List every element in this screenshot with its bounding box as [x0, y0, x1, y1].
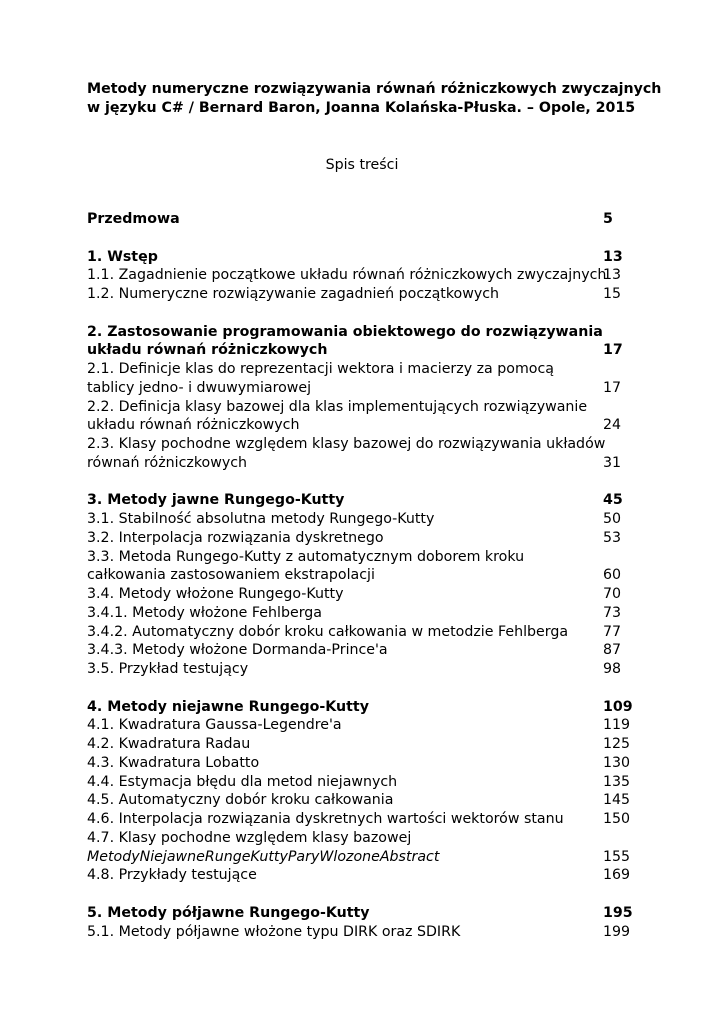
toc-entry-title: układu równań różniczkowych — [87, 417, 300, 434]
toc-entry — [87, 360, 633, 379]
toc-entry-page: 77 — [603, 623, 622, 640]
toc-entry — [87, 341, 633, 360]
toc-entry — [87, 510, 633, 529]
toc-entry-page: 13 — [603, 267, 622, 284]
toc-entry-page: 24 — [603, 417, 622, 434]
toc-entry-title: 3.1. Stabilność absolutna metody Rungego-Kutty — [87, 511, 435, 527]
toc-entry-title: 5. Metody półjawne Rungego-Kutty — [87, 904, 370, 921]
toc-entry — [87, 529, 633, 548]
toc-entry-title: 3.4. Metody włożone Rungego-Kutty — [87, 586, 344, 602]
toc-entry-title: 2. Zastosowanie programowania obiektowego do rozwiązywania — [87, 323, 603, 340]
toc-entry-page: 70 — [603, 586, 622, 602]
toc-entry — [87, 773, 633, 792]
toc-entry-page: 150 — [603, 811, 631, 827]
toc-entry-page: 145 — [603, 792, 631, 809]
toc-entry — [87, 323, 633, 342]
toc-entry-title: 3. Metody jawne Rungego-Kutty — [87, 492, 345, 509]
toc-entry-title: 4.3. Kwadratura Lobatto — [87, 754, 260, 771]
toc-entry — [87, 791, 633, 810]
toc-entry-title: 4. Metody niejawne Rungego-Kutty — [87, 698, 369, 715]
toc-entry-page: 15 — [603, 286, 622, 302]
toc-entry — [87, 210, 633, 229]
toc-entry-title: tablicy jedno- i dwuwymiarowej — [87, 379, 312, 396]
toc-entry-page: 98 — [603, 661, 622, 677]
toc-entry — [87, 454, 633, 473]
toc-entry — [87, 379, 633, 398]
toc-entry — [87, 735, 633, 754]
toc-entry-title: 1.2. Numeryczne rozwiązywanie zagadnień początkowych — [87, 286, 500, 302]
toc-entry-title: równań różniczkowych — [87, 454, 248, 471]
toc-entry-page: 53 — [603, 529, 622, 546]
toc-entry — [87, 904, 633, 923]
toc-entry-page: 17 — [603, 379, 622, 396]
toc-entry-page: 135 — [603, 773, 631, 790]
toc-entry-title: 1. Wstęp — [87, 248, 158, 265]
toc-entry-title: 4.5. Automatyczny dobór kroku całkowania — [87, 792, 394, 809]
toc-entry — [87, 848, 633, 867]
header-line-1: Metody numeryczne rozwiązywania równań różniczkowych zwyczajnych — [87, 81, 662, 97]
toc-entry-page: 5 — [603, 211, 613, 227]
toc-entry-page: 17 — [603, 342, 623, 359]
toc-entry-title: 4.8. Przykłady testujące — [87, 867, 257, 884]
table-of-contents — [87, 210, 633, 941]
toc-entry — [87, 585, 633, 604]
toc-entry — [87, 716, 633, 735]
toc-entry-title: 4.6. Interpolacja rozwiązania dyskretnych wartości wektorów stanu — [87, 811, 564, 827]
toc-entry-title: 1.1. Zagadnienie początkowe układu równań różniczkowych zwyczajnych — [87, 267, 607, 284]
toc-entry-page: 125 — [603, 736, 631, 752]
toc-entry — [87, 566, 633, 585]
toc-entry-title: 3.5. Przykład testujący — [87, 661, 249, 677]
toc-entry — [87, 491, 633, 510]
toc-entry-page: 195 — [603, 904, 633, 921]
toc-entry-title: MetodyNiejawneRungeKuttyParyWlozoneAbstract — [87, 848, 440, 865]
toc-entry-title: 2.3. Klasy pochodne względem klasy bazowej do rozwiązywania układów — [87, 436, 606, 452]
toc-entry — [87, 866, 633, 885]
toc-entry — [87, 810, 633, 829]
toc-entry-page: 73 — [603, 604, 622, 621]
toc-entry-title: układu równań różniczkowych — [87, 342, 328, 359]
toc-entry-title: 2.1. Definicje klas do reprezentacji wektora i macierzy za pomocą — [87, 361, 554, 377]
toc-entry-title: 3.4.3. Metody włożone Dormanda-Prince'a — [87, 642, 388, 659]
toc-entry-title: 3.4.2. Automatyczny dobór kroku całkowania w metodzie Fehlberga — [87, 623, 569, 640]
toc-entry — [87, 416, 633, 435]
toc-entry-page: 109 — [603, 698, 633, 715]
header-line-2: w języku C# / Bernard Baron, Joanna Kolańska-Płuska. – Opole, 2015 — [87, 100, 636, 116]
toc-entry-title: 4.4. Estymacja błędu dla metod niejawnych — [87, 773, 398, 790]
toc-entry-title: 4.2. Kwadratura Radau — [87, 736, 251, 752]
toc-entry-title: 5.1. Metody półjawne włożone typu DIRK oraz SDIRK — [87, 923, 461, 940]
toc-entry-title: 4.7. Klasy pochodne względem klasy bazowej — [87, 829, 412, 846]
toc-entry-title: 2.2. Definicja klasy bazowej dla klas implementujących rozwiązywanie — [87, 398, 588, 415]
toc-entry-title: 4.1. Kwadratura Gaussa-Legendre'a — [87, 717, 342, 734]
toc-title: Spis treści — [325, 157, 399, 173]
toc-entry-page: 155 — [603, 848, 631, 865]
toc-entry — [87, 923, 633, 942]
bibliographic-header — [87, 80, 662, 118]
toc-entry-page: 169 — [603, 867, 631, 884]
toc-entry — [87, 548, 633, 567]
toc-entry-title: Przedmowa — [87, 211, 180, 227]
toc-entry-title: całkowania zastosowaniem ekstrapolacji — [87, 567, 375, 584]
toc-entry — [87, 248, 633, 267]
toc-entry-page: 199 — [603, 923, 631, 940]
toc-entry — [87, 266, 633, 285]
toc-entry — [87, 829, 633, 848]
toc-entry-page: 45 — [603, 492, 623, 509]
toc-entry-page: 50 — [603, 511, 622, 527]
toc-entry — [87, 623, 633, 642]
toc-entry — [87, 285, 633, 304]
toc-entry — [87, 398, 633, 417]
toc-entry — [87, 604, 633, 623]
toc-entry-page: 87 — [603, 642, 622, 659]
toc-entry — [87, 698, 633, 717]
toc-entry — [87, 641, 633, 660]
toc-entry — [87, 660, 633, 679]
toc-entry-page: 119 — [603, 717, 631, 734]
toc-entry-title: 3.4.1. Metody włożone Fehlberga — [87, 604, 322, 621]
toc-entry — [87, 435, 633, 454]
toc-entry — [87, 754, 633, 773]
toc-entry-page: 60 — [603, 567, 622, 584]
toc-entry-title: 3.3. Metoda Rungego-Kutty z automatycznym doborem kroku — [87, 548, 525, 565]
toc-entry-page: 31 — [603, 454, 622, 471]
toc-entry-page: 13 — [603, 248, 623, 265]
toc-entry-page: 130 — [603, 754, 631, 771]
toc-entry-title: 3.2. Interpolacja rozwiązania dyskretnego — [87, 529, 384, 546]
